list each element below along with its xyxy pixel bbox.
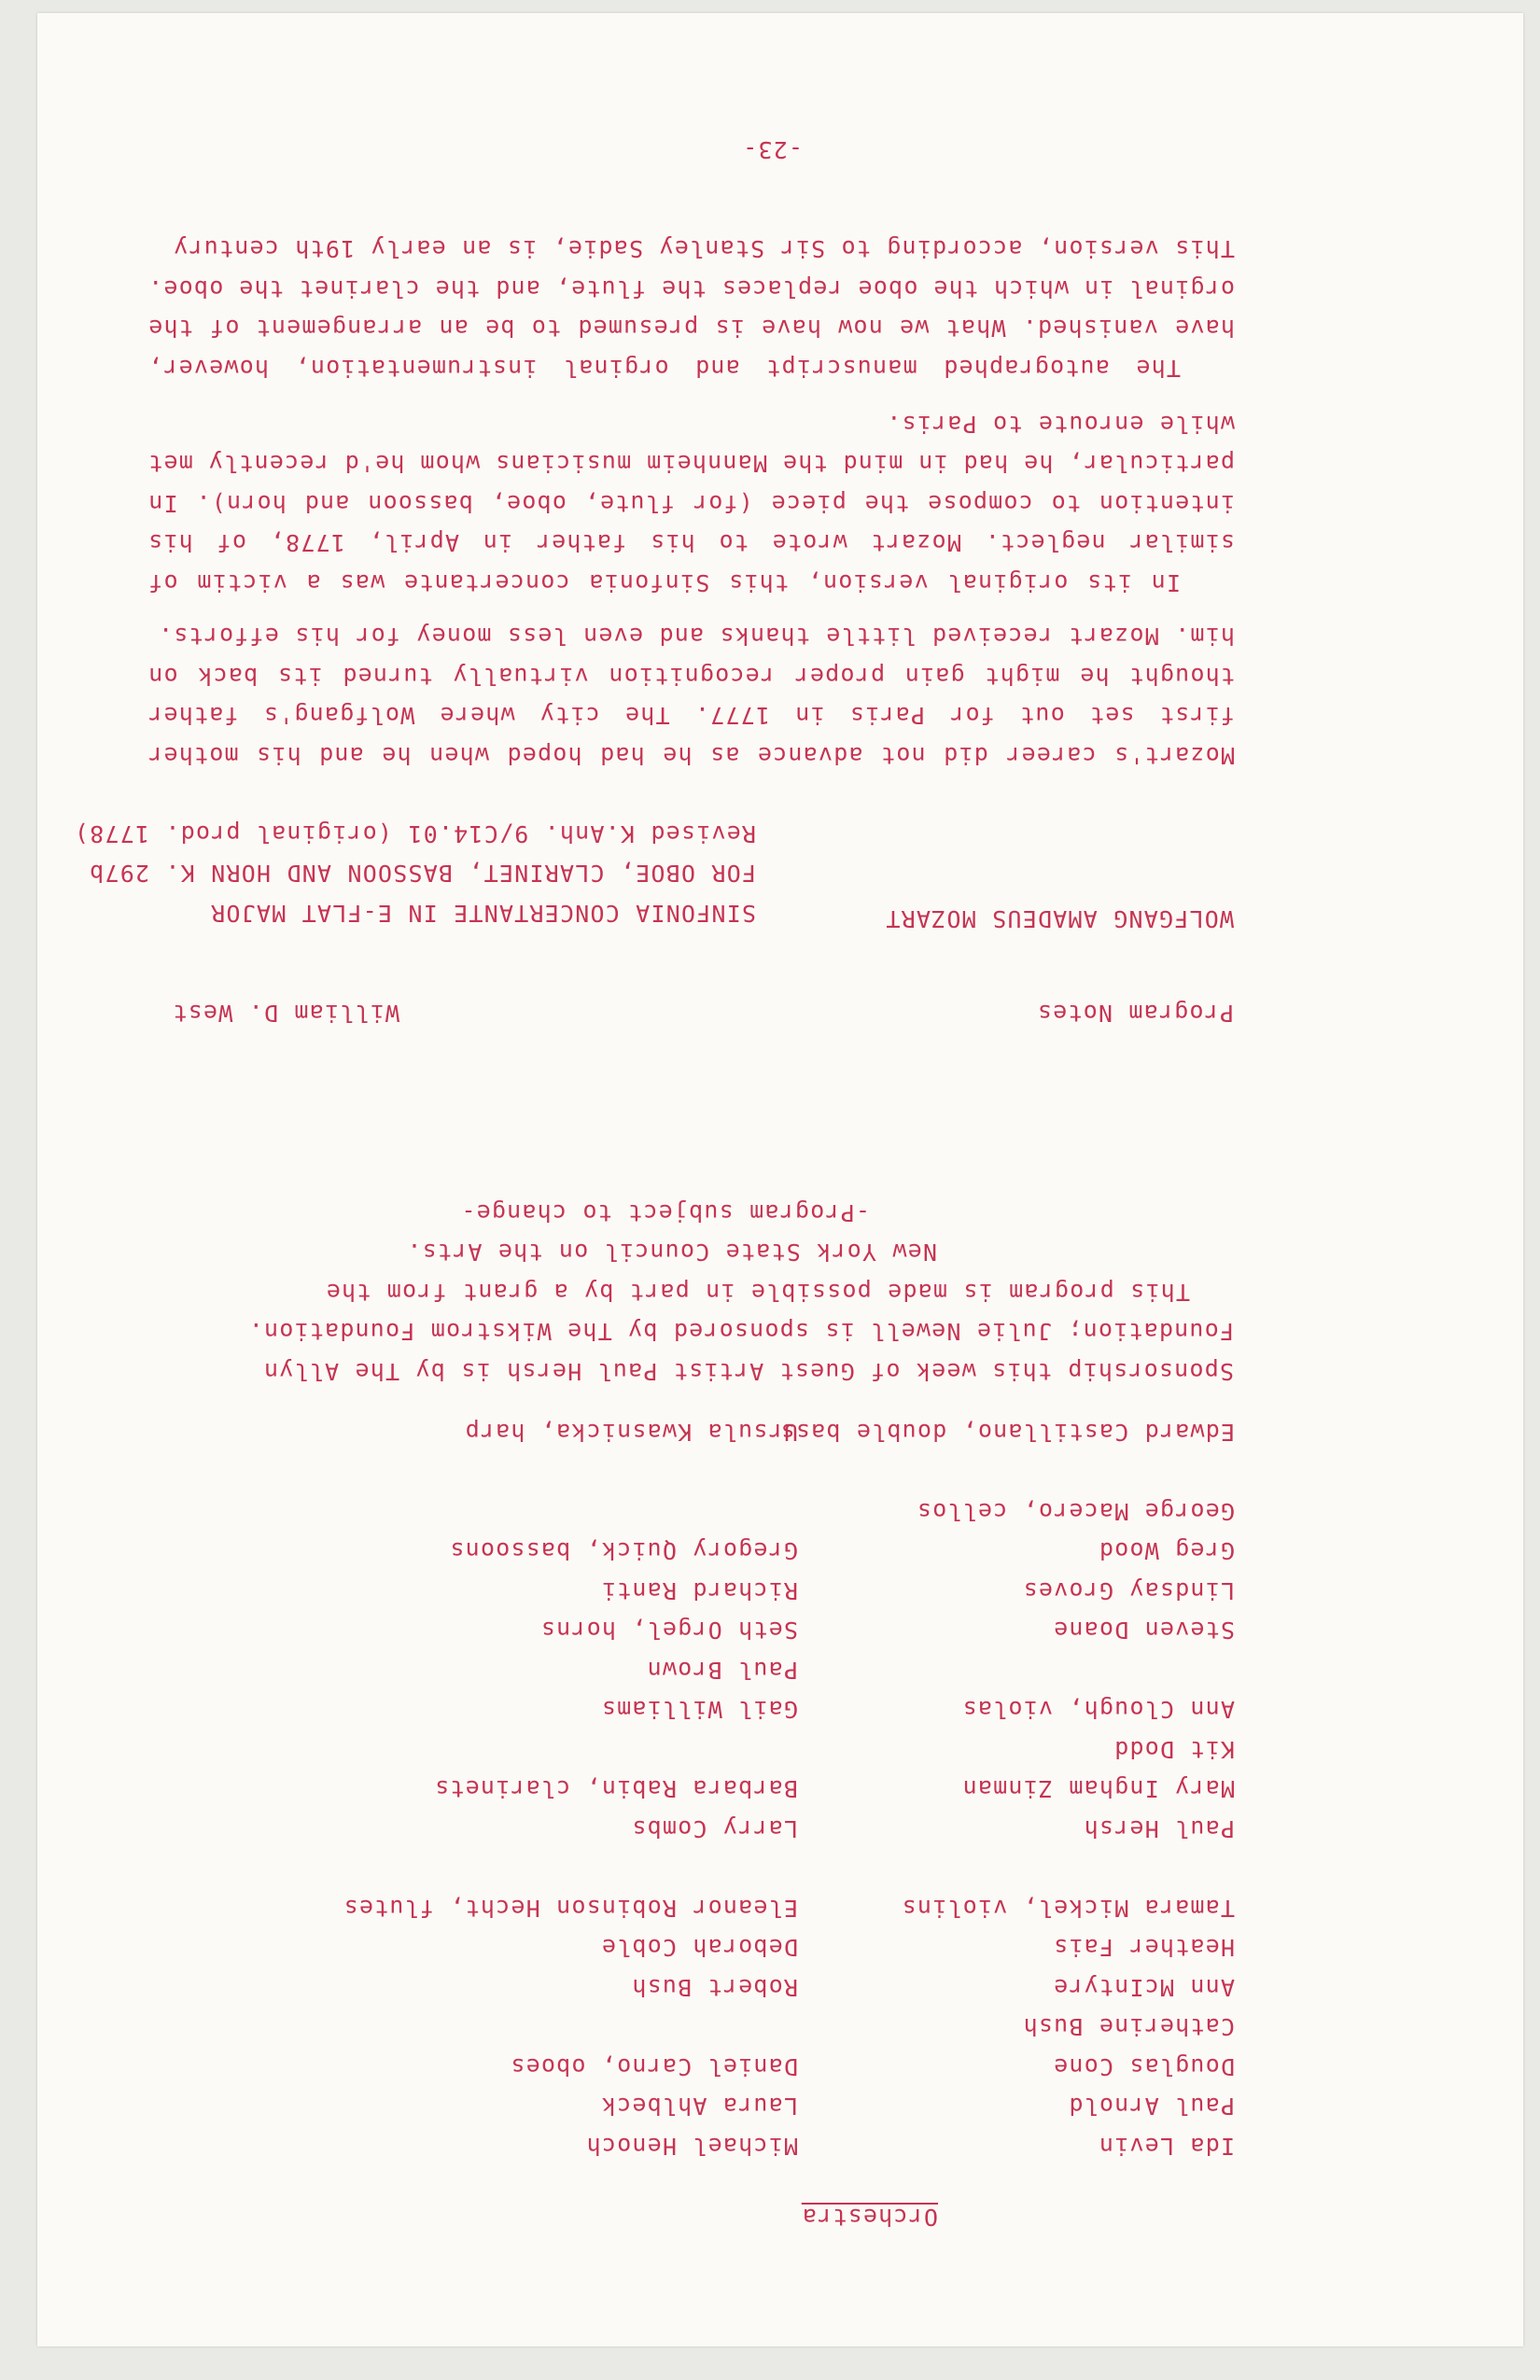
- word: Sadie,: [552, 235, 644, 263]
- word: his: [255, 742, 301, 769]
- word: have: [1173, 315, 1235, 343]
- musician-line: Kit Dodd: [1113, 1736, 1235, 1763]
- word: version,: [806, 569, 929, 596]
- musician-line: Douglas Cone: [1052, 2053, 1235, 2080]
- word: city: [539, 702, 600, 730]
- word: compose: [927, 490, 1033, 517]
- word: Mozart: [870, 529, 961, 557]
- word: thanks: [719, 623, 810, 651]
- word: back: [197, 663, 259, 690]
- word: an: [438, 315, 469, 343]
- word: flute,: [583, 490, 676, 517]
- word: replaces: [721, 275, 843, 302]
- word: set: [1088, 702, 1135, 730]
- paragraph-line: [147, 269, 1235, 309]
- musician-line: [343, 1491, 798, 1532]
- word: when: [428, 742, 490, 769]
- word: Paris.: [886, 411, 977, 438]
- word: early: [370, 235, 446, 263]
- musician-line: Michael Henoch: [585, 2133, 798, 2160]
- sponsorship-line: Sponsorship this week of Guest Artist Paul Hersh is by The Allyn: [262, 1358, 1234, 1385]
- work-title-line: SINFONIA CONCERTANTE IN E-FLAT MAJOR: [209, 900, 756, 927]
- word: of: [208, 315, 240, 343]
- word: received: [931, 623, 1053, 651]
- musician-line: [779, 1650, 1235, 1690]
- musician-line: Ida Levin: [1098, 2133, 1235, 2160]
- word: is: [506, 235, 538, 263]
- word: gain: [903, 663, 965, 690]
- word: little: [825, 623, 917, 651]
- word: bassoon: [367, 490, 473, 517]
- word: version,: [1037, 235, 1159, 263]
- word: of: [147, 569, 178, 596]
- word: its: [276, 663, 323, 690]
- word: orginal: [562, 355, 669, 382]
- word: whom: [419, 450, 481, 478]
- word: the: [147, 315, 193, 343]
- musician-line: Gregory Quick, bassoons: [449, 1537, 798, 1565]
- paragraph-line: [147, 308, 1235, 348]
- musician-line: Eleanor Robinson Hecht, flutes: [343, 1895, 798, 1922]
- word: a: [305, 569, 321, 596]
- word: to: [718, 529, 749, 557]
- word: mind: [842, 450, 903, 478]
- word: have: [760, 315, 821, 343]
- musician-line: Catherine Bush: [1022, 2013, 1235, 2041]
- word: Paris: [848, 702, 925, 730]
- word: concertante: [402, 569, 570, 596]
- word: according: [886, 235, 1023, 263]
- word: proper: [793, 663, 886, 690]
- musician-line: Tamara Mickel, violins: [901, 1895, 1235, 1922]
- word: Mozart's: [1113, 742, 1235, 769]
- word: an: [460, 235, 492, 263]
- word: the: [863, 490, 910, 517]
- musician-line: [343, 1848, 798, 1888]
- word: presumed: [577, 315, 699, 343]
- word: father: [147, 702, 239, 730]
- orchestra-left-column: [779, 1412, 1235, 2166]
- word: to: [530, 315, 562, 343]
- musician-line: Lindsay Groves: [1022, 1577, 1235, 1604]
- word: wrote: [771, 529, 847, 557]
- word: hoped: [506, 742, 582, 769]
- musician-line: Laura Ahlbeck: [600, 2093, 798, 2121]
- program-notes-author: William D. West: [172, 1000, 399, 1027]
- word: on: [147, 663, 178, 690]
- word: he: [381, 742, 412, 769]
- paragraph-line: [147, 695, 1235, 735]
- sponsorship-line: Foundation; Julie Newell is sponsored by The Wikstrom Foundation.: [247, 1318, 1234, 1346]
- word: met: [147, 450, 193, 478]
- musician-line: [343, 1451, 798, 1491]
- musician-line: Robert Bush: [631, 1974, 798, 2001]
- musician-line: Gail Williams: [600, 1696, 798, 1724]
- musician-line: Larry Combs: [631, 1815, 798, 1842]
- word: he'd: [343, 450, 405, 478]
- word: had: [598, 742, 645, 769]
- word: autographed: [943, 355, 1110, 382]
- paragraph-line: [147, 735, 1235, 776]
- word: to: [1050, 490, 1082, 517]
- word: Mozart: [1068, 623, 1159, 651]
- word: its: [1086, 569, 1132, 596]
- word: as: [708, 742, 740, 769]
- word: his: [294, 623, 340, 651]
- paragraph-line: [147, 616, 1235, 656]
- word: in: [794, 702, 825, 730]
- word: did: [943, 742, 988, 769]
- word: century: [173, 235, 279, 263]
- word: is: [714, 315, 745, 343]
- word: him.: [1173, 623, 1235, 651]
- word: clarinet: [298, 275, 420, 302]
- word: In: [147, 490, 178, 517]
- word: intention: [1098, 490, 1235, 517]
- word: this: [727, 569, 789, 596]
- word: and: [495, 275, 540, 302]
- word: mother: [147, 742, 239, 769]
- page-number: -23-: [741, 136, 803, 163]
- program-change-notice: -Program subject to change-: [460, 1199, 870, 1226]
- word: even: [582, 623, 644, 651]
- word: 1777.: [693, 702, 770, 730]
- word: The: [1135, 355, 1181, 382]
- word: in: [482, 529, 513, 557]
- musician-line: Heather Fais: [1052, 1934, 1235, 1962]
- word: turned: [342, 663, 433, 690]
- paragraph-line: [147, 656, 1235, 696]
- word: less: [506, 623, 567, 651]
- sponsorship-line: This program is made possible in part by a grant from the: [325, 1279, 1190, 1306]
- composer-name: WOLFGANG AMADEUS MOZART: [885, 905, 1234, 932]
- word: musicians: [495, 450, 632, 478]
- paragraph-line: [147, 523, 1235, 563]
- word: (for: [692, 490, 753, 517]
- word: flute,: [554, 275, 647, 302]
- notes-paragraph-2: [147, 404, 1235, 603]
- word: for: [949, 702, 995, 730]
- musician-line: [779, 1451, 1235, 1491]
- word: This: [1173, 235, 1235, 263]
- word: out: [1018, 702, 1065, 730]
- word: to: [991, 411, 1023, 438]
- sponsorship-line: New York State Council on the Arts.: [406, 1239, 937, 1267]
- word: the: [238, 275, 284, 302]
- word: be: [484, 315, 515, 343]
- word: where: [439, 702, 515, 730]
- word: instrumentation,: [294, 355, 538, 382]
- program-notes-label: Program Notes: [1036, 1000, 1234, 1027]
- musician-line: Edward Castillano, double bass: [779, 1419, 1235, 1446]
- musician-line: Seth Orgel, horns: [539, 1617, 798, 1645]
- word: and: [694, 355, 740, 382]
- word: oboe.: [147, 275, 224, 302]
- musician-line: Daniel Carno, oboes: [510, 2053, 798, 2080]
- word: particular,: [1068, 450, 1235, 478]
- paragraph-line: [147, 348, 1235, 388]
- paragraph-line: [147, 443, 1235, 483]
- sponsorship-block: [248, 1193, 1234, 1392]
- paragraph-line: [147, 229, 1235, 269]
- word: in: [1083, 275, 1114, 302]
- orchestra-right-column: [343, 1412, 798, 2166]
- word: of: [216, 529, 246, 557]
- musician-line: [343, 2007, 798, 2047]
- word: original: [946, 569, 1069, 596]
- word: in: [917, 450, 948, 478]
- word: What: [945, 315, 1006, 343]
- word: might: [984, 663, 1060, 690]
- word: he: [1022, 450, 1054, 478]
- work-title-line: Revised K.Anh. 9/C14.01 (original prod. 1778): [73, 820, 756, 847]
- word: enroute: [1037, 411, 1144, 438]
- musician-line: Mary Ingham Zinman: [961, 1775, 1235, 1803]
- word: money: [415, 623, 492, 651]
- paragraph-line: [147, 404, 1235, 444]
- word: arrangement: [255, 315, 423, 343]
- musician-line: Richard Ranti: [600, 1577, 798, 1604]
- musician-line: Barbara Rabin, clarinets: [433, 1775, 798, 1803]
- word: oboe,: [490, 490, 567, 517]
- word: Stanley: [658, 235, 765, 263]
- word: similar: [1128, 529, 1235, 557]
- word: was: [339, 569, 385, 596]
- word: In: [1150, 569, 1181, 596]
- word: piece: [770, 490, 847, 517]
- notes-paragraph-1: [147, 616, 1235, 775]
- word: advance: [756, 742, 863, 769]
- musician-line: Paul Hersh: [1083, 1815, 1235, 1842]
- word: and: [303, 490, 350, 517]
- word: first: [1158, 702, 1235, 730]
- word: recently: [207, 450, 329, 478]
- word: the: [932, 275, 979, 302]
- word: efforts.: [157, 623, 279, 651]
- musician-line: Ann McIntyre: [1052, 1974, 1235, 2001]
- word: manuscript: [765, 355, 917, 382]
- word: thought: [1128, 663, 1235, 690]
- word: virtually: [452, 663, 589, 690]
- word: victim: [196, 569, 287, 596]
- word: he: [662, 742, 693, 769]
- word: 19th: [294, 235, 356, 263]
- word: and: [658, 623, 705, 651]
- word: The: [623, 702, 670, 730]
- musician-line: Deborah Coble: [600, 1934, 798, 1962]
- musician-line: Paul Brown: [646, 1657, 798, 1684]
- word: the: [661, 275, 707, 302]
- word: not: [879, 742, 926, 769]
- word: vanished.: [1021, 315, 1158, 343]
- word: the: [781, 450, 828, 478]
- notes-paragraph-3: [147, 229, 1235, 387]
- word: however,: [147, 355, 270, 382]
- word: recognition: [608, 663, 775, 690]
- word: the: [434, 275, 481, 302]
- paragraph-line: [147, 483, 1235, 524]
- musician-line: [343, 1729, 798, 1770]
- paragraph-line: [147, 563, 1235, 603]
- word: now: [837, 315, 883, 343]
- word: Mannheim: [646, 450, 768, 478]
- work-title-line: FOR OBOE, CLARINET, BASSOON AND HORN K. 297b: [88, 860, 756, 888]
- musician-line: George Macero, cellos: [916, 1498, 1235, 1525]
- musician-line: Paul Arnold: [1068, 2093, 1235, 2121]
- word: which: [992, 275, 1070, 302]
- word: neglect.: [984, 529, 1106, 557]
- word: we: [898, 315, 930, 343]
- word: horn).: [195, 490, 287, 517]
- word: 1778,: [269, 529, 345, 557]
- word: Sir: [779, 235, 826, 263]
- orchestra-heading: Orchestra: [801, 2204, 938, 2231]
- word: April,: [368, 529, 459, 557]
- word: Wolfgang's: [262, 702, 415, 730]
- musician-line: [779, 1848, 1235, 1888]
- word: Sinfonia: [588, 569, 710, 596]
- word: for: [355, 623, 400, 651]
- word: to: [840, 235, 871, 263]
- musician-line: Ann Clough, violas: [961, 1696, 1235, 1724]
- word: and: [318, 742, 364, 769]
- word: oboe: [857, 275, 918, 302]
- musician-line: Greg Wood: [1098, 1537, 1235, 1565]
- word: he: [1079, 663, 1110, 690]
- word: career: [1005, 742, 1097, 769]
- word: while: [1158, 411, 1235, 438]
- work-title: [74, 814, 756, 933]
- word: orginal: [1128, 275, 1235, 302]
- word: had: [962, 450, 1009, 478]
- word: father: [535, 529, 627, 557]
- musician-line: Ursula Kwasnicka, harp: [464, 1419, 798, 1446]
- word: his: [649, 529, 695, 557]
- musician-line: Steven Doane: [1052, 1617, 1235, 1645]
- word: his: [147, 529, 193, 557]
